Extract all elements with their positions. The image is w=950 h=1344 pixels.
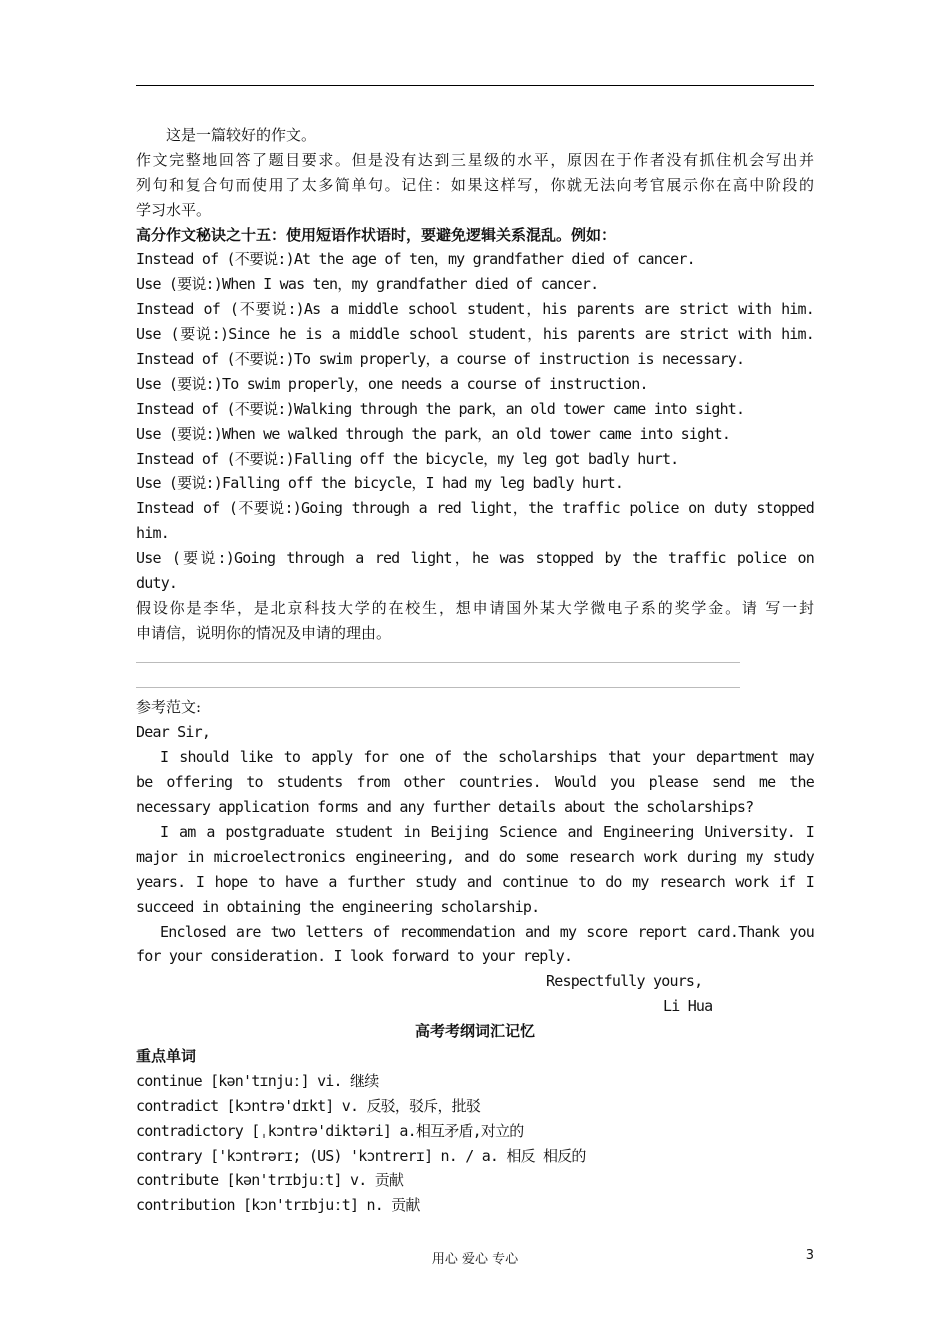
text-line: Use (要说:)When we walked through the park，an old tower came into sight. — [136, 424, 731, 443]
text-line: duty. — [136, 574, 178, 593]
text-line: major in microelectronics engineering, and do some research work during my study — [136, 847, 814, 866]
text-line: Use (要说:)To swim properly，one needs a course of instruction. — [136, 374, 648, 393]
text-line: Instead of (不要说:)To swim properly，a course of instruction is necessary. — [136, 350, 745, 369]
text-line: contradictory [ˌkɔntrə'diktəri] a.相互矛盾,对立的 — [136, 1121, 524, 1140]
text-line: Instead of (不要说:)As a middle school student，his parents are strict with him. — [136, 300, 814, 319]
text-line: contradict [kɔntrə'dɪkt] v. 反驳，驳斥，批驳 — [136, 1096, 481, 1115]
answer-blank-line — [136, 671, 814, 696]
text-line: Instead of (不要说:)Falling off the bicycle，my leg got badly hurt. — [136, 449, 679, 468]
header-rule — [136, 85, 814, 86]
blank-underline — [136, 662, 740, 663]
text-line: Use (要说:)When I was ten，my grandfather died of cancer. — [136, 275, 599, 294]
text-line: Instead of (不要说:)Walking through the park，an old tower came into sight. — [136, 399, 745, 418]
text-line: contribute [kən'trɪbjuːt] v. 贡献 — [136, 1171, 404, 1190]
text-line: him. — [136, 524, 169, 543]
text-line: Instead of (不要说:)At the age of ten，my grandfather died of cancer. — [136, 250, 695, 269]
text-line: continue [kən'tɪnjuː] vi. 继续 — [136, 1071, 379, 1090]
text-line: Respectfully yours, — [546, 972, 703, 991]
text-line: I should like to apply for one of the scholarships that your department may — [160, 748, 814, 767]
text-line: 重点单词 — [136, 1046, 197, 1065]
text-line: 假设你是李华，是北京科技大学的在校生，想申请国外某大学微电子系的奖学金。请 写一封 — [136, 598, 814, 617]
text-line: contrary ['kɔntrərɪ; (US) 'kɔntrerɪ] n. / a. 相反 相反的 — [136, 1146, 586, 1165]
footer-text: 用心 爱心 专心 — [431, 1252, 519, 1267]
text-line: for your consideration. I look forward to your reply. — [136, 947, 573, 966]
text-line: 作文完整地回答了题目要求。但是没有达到三星级的水平，原因在于作者没有抓住机会写出并 — [136, 150, 814, 169]
text-line: Li Hua — [663, 997, 713, 1016]
page-number: 3 — [805, 1248, 814, 1263]
blank-underline — [136, 687, 740, 688]
text-line: 参考范文: — [136, 698, 202, 717]
text-line: 高分作文秘诀之十五：使用短语作状语时，要避免逻辑关系混乱。例如： — [136, 225, 617, 244]
text-line: Dear Sir, — [136, 723, 211, 742]
text-line: contribution [kɔn'trɪbjuːt] n. 贡献 — [136, 1196, 420, 1215]
text-line: be offering to students from other countries. Would you please send me the — [136, 773, 814, 792]
text-line: Use (要说:)Going through a red light，he was stopped by the traffic police on — [136, 549, 814, 568]
text-line: succeed in obtaining the engineering scholarship. — [136, 897, 540, 916]
text-line: Use (要说:)Since he is a middle school student，his parents are strict with him. — [136, 325, 814, 344]
text-line: 申请信，说明你的情况及申请的理由。 — [136, 623, 392, 642]
text-line: years. I hope to have a further study and continue to do my research work if I — [136, 872, 814, 891]
text-line: Use (要说:)Falling off the bicycle，I had my leg badly hurt. — [136, 474, 624, 493]
text-line: 这是一篇较好的作文。 — [166, 126, 317, 144]
answer-blank-line — [136, 646, 814, 671]
text-line: I am a postgraduate student in Beijing Science and Engineering University. I — [160, 822, 814, 841]
text-line: Enclosed are two letters of recommendation and my score report card.Thank you — [160, 922, 814, 941]
text-line: necessary application forms and any further details about the scholarships? — [136, 798, 754, 817]
text-line: Instead of (不要说:)Going through a red light，the traffic police on duty stopped — [136, 499, 814, 518]
text-line: 高考考纲词汇记忆 — [414, 1022, 535, 1041]
text-line: 列句和复合句而使用了太多简单句。记住：如果这样写，你就无法向考官展示你在高中阶段的 — [136, 175, 814, 194]
body-text — [136, 123, 814, 1218]
text-line: 学习水平。 — [136, 200, 212, 219]
